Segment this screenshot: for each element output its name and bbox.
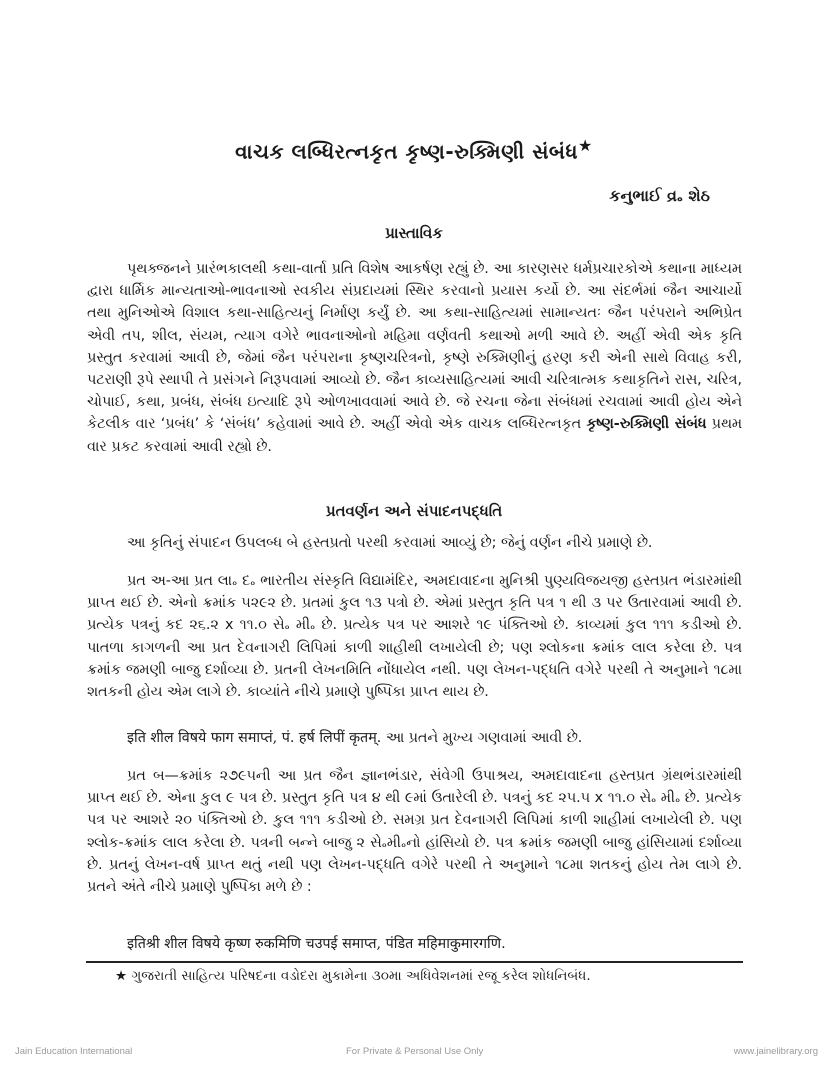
author-name: કનુભાઈ વ્ર૰ શેઠ <box>609 186 710 205</box>
manuscript-a-paragraph: પ્રત અ-આ પ્રત લા૰ દ૰ ભારતીય સંસ્કૃતિ વિદ્યામંદિર, અમદાવાદના મુનિશ્રી પુણ્યવિજયજી હસ્તપ્રત ભંડારમાંથી પ્રાપ્ત થઈ છે. એનો ક્રમાંક ૫૨૯૨ છે. પ્રતમાં કુલ ૧૩ પત્રો છે. એમાં પ્રસ્તુત કૃતિ પત્ર ૧ થી ૩ પર ઉતારવામાં આવી છે. પ્રત્યેક પત્રનું કદ ૨૬.૨ x ૧૧.૦ સે૰ મી૰ છે. પ્રત્યેક પત્ર પર આશરે ૧૯ પંક્તિઓ છે. કાવ્યમાં કુલ ૧૧૧ કડીઓ છે. પાતળા કાગળની આ પ્રત દેવનાગરી લિપિમાં કાળી શાહીથી લખાયેલી છે; પણ શ્લોકના ક્રમાંક લાલ કરેલા છે. પત્ર ક્રમાંક જમણી બાજુ દર્શાવ્યા છે. પ્રતની લેખનમિતિ નોંધાયેલ નથી. પણ લેખન-પદ્ધતિ વગેરે પરથી તે અનુમાને ૧૮મા શતકની હોય એમ લાગે છે. કાવ્યાંતે નીચે પ્રમાણે પુષ્પિકા પ્રાપ્ત થાય છે. <box>87 573 742 701</box>
footnote-divider <box>86 961 743 963</box>
colophon-a: इति शील विषये फाग समाप्तं, पं. हर्ष लिपीं कृतम्. આ પ્રતને મુખ્ય ગણવામાં આવી છે. <box>127 730 583 746</box>
title-text: વાચક લબ્ધિરત્નકૃત કૃષ્ણ-રુક્મિણી સંબંધ <box>235 139 578 164</box>
section-heading-introduction: પ્રાસ્તાવિક <box>385 224 443 242</box>
manuscript-b-paragraph: પ્રત બ—ક્રમાંક ૨૭૯૫ની આ પ્રત જૈન જ્ઞાનભંડાર, સંવેગી ઉપાશ્રય, અમદાવાદના હસ્તપ્રત ગ્રંથભંડારમાંથી પ્રાપ્ત થઈ છે. એના કુલ ૯ પત્ર છે. પ્રસ્તુત કૃતિ પત્ર ૪ થી ૯માં ઉતારેલી છે. પત્રનું કદ ૨૫.૫ x ૧૧.૦ સે૰ મી૰ છે. પ્રત્યેક પત્ર પર આશરે ૨૦ પંક્તિઓ છે. કુલ ૧૧૧ કડીઓ છે. સમગ્ર પ્રત દેવનાગરી લિપિમાં કાળી શાહીમાં લખાયેલી છે. પણ શ્લોક-ક્રમાંક લાલ કરેલા છે. પત્રની બન્ને બાજુ ૨ સે૰મી૰નો હાંસિયો છે. પત્ર ક્રમાંક જમણી બાજુ હાંસિયામાં દર્શાવ્યા છે. પ્રતનું લેખન-વર્ષ પ્રાપ્ત થતું નથી પણ લેખન-પદ્ધતિ વગેરે પરથી તે અનુમાને ૧૮મા શતકનું હોય તેમ લાગે છે. પ્રતને અંતે નીચે પ્રમાણે પુષ્પિકા મળે છે : <box>87 768 742 896</box>
work-title-bold: કૃષ્ણ-રુક્મિણી સંબંધ <box>586 416 707 433</box>
intro-paragraph: પૃથક્જનને પ્રારંભકાલથી કથા-વાર્તા પ્રતિ વિશેષ આકર્ષણ રહ્યું છે. આ કારણસર ધર્મપ્રચારકોએ કથાના માધ્યમ દ્વારા ધાર્મિક માન્યતાઓ-ભાવનાઓ સ્વકીય સંપ્રદાયમાં સ્થિર કરવાનો પ્રયાસ કર્યો છે. આ સંદર્ભમાં જૈન આચાર્યો તથા મુનિઓએ વિશાલ કથા-સાહિત્યનું નિર્માણ કર્યું છે. આ કથા-સાહિત્યમાં સામાન્યતઃ જૈન પરંપરાને અભિપ્રેત એવી તપ, શીલ, સંયમ, ત્યાગ વગેરે ભાવનાઓનો મહિમા વર્ણવતી કથાઓ મળી આવે છે. અહીં એવી એક કૃતિ પ્રસ્તુત કરવામાં આવી છે, જેમાં જૈન પરંપરાના કૃષ્ણચરિત્રનો, કૃષ્ણે રુક્મિણીનું હરણ કરી એની સાથે વિવાહ કરી, પટરાણી રૂપે સ્થાપી તે પ્રસંગને નિરૂપવામાં આવ્યો છે. જૈન કાવ્યસાહિત્યમાં આવી ચરિત્રાત્મક કથાકૃતિને રાસ, ચરિત્ર, ચોપાઈ, કથા, પ્રબંધ, સંબંધ ઇત્યાદિ રૂપે ઓળખાવવામાં આવે છે. જે રચના જેના સંબંધમાં રચવામાં આવી હોય એને કેટલીક વાર ‘પ્રબંધ’ કે ‘સંબંધ’ કહેવામાં આવે છે. અહીં એવો એક વાચક લબ્ધિરત્નકૃત કૃષ્ણ-રુક્મિણી સંબંધ પ્રથમ વાર પ્રકટ કરવામાં આવી રહ્યો છે. <box>87 261 743 455</box>
section-heading-manuscripts: પ્રતવર્ણન અને સંપાદનપદ્ધતિ <box>325 502 503 520</box>
colophon-a-quote: इति शील विषये फाग समाप्तं, पं. हर्ष लिपीं कृतम्. <box>127 730 382 746</box>
document-title <box>0 136 828 164</box>
manuscripts-intro-paragraph: આ કૃતિનું સંપાદન ઉપલબ્ધ બે હસ્તપ્રતો પરથી કરવામાં આવ્યું છે; જેનું વર્ણન નીચે પ્રમાણે છે. <box>127 535 653 551</box>
footer-usage-notice: For Private & Personal Use Only <box>346 1046 484 1057</box>
footnote <box>115 968 591 984</box>
footnote-star-icon: ★ <box>115 968 128 984</box>
footer-website-link[interactable]: www.jainelibrary.org <box>733 1046 818 1057</box>
colophon-b-quote: इतिश्री शील विषये कृष्ण रुकमिणि चउपई समाप्त, पंडित महिमाकुमारगणि. <box>127 936 506 952</box>
footer-publisher: Jain Education International <box>15 1046 133 1057</box>
footnote-star-icon: ★ <box>577 136 593 155</box>
footnote-text: ગુજરાતી સાહિત્ય પરિષદના વડોદરા મુકામેના ૩૦મા અધિવેશનમાં રજૂ કરેલ શોધનિબંધ. <box>131 968 591 984</box>
